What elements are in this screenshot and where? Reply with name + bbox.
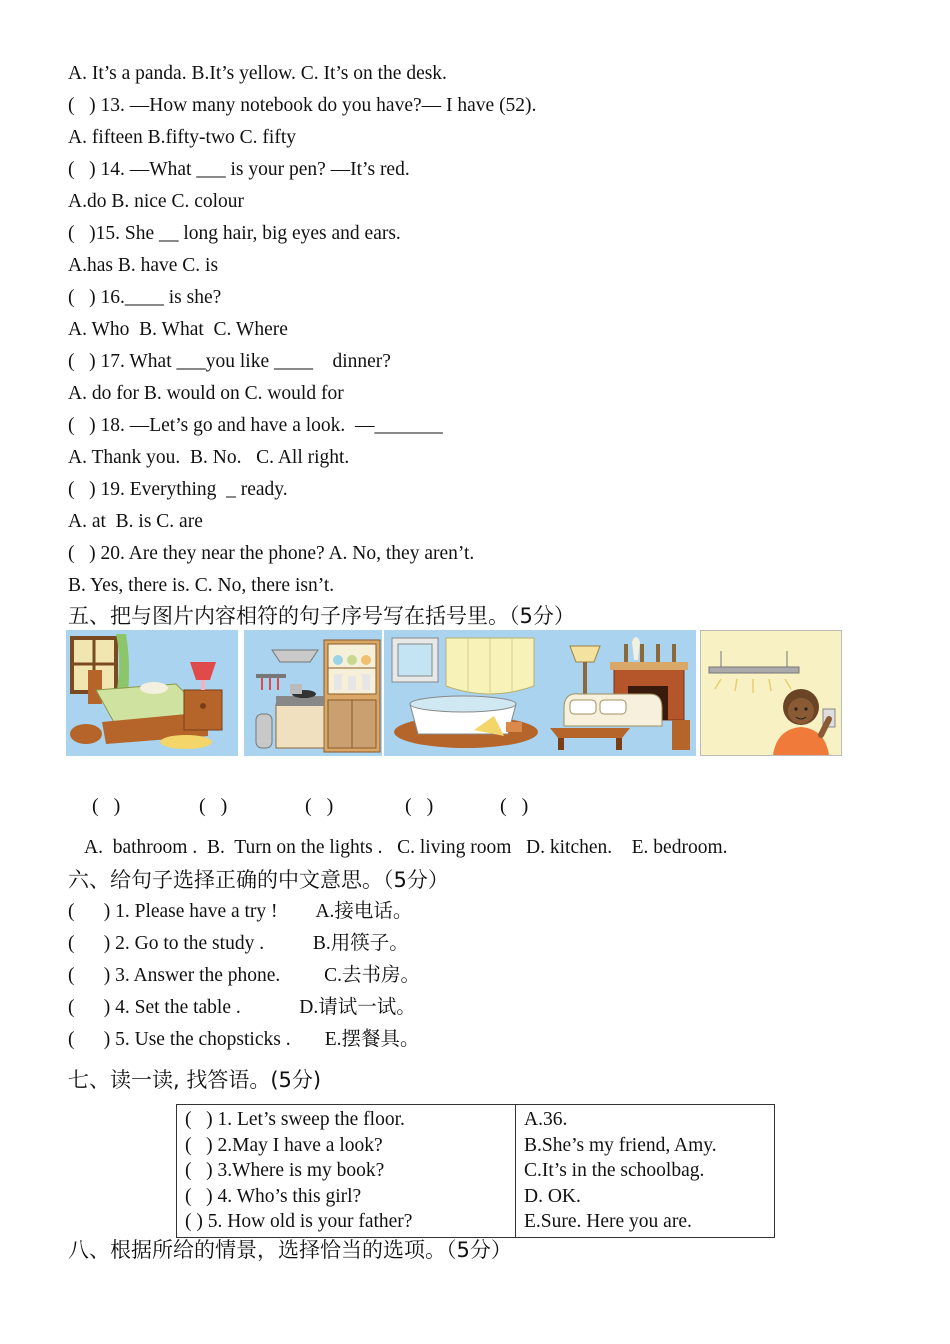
options-18: A. Thank you. B. No. C. All right. — [68, 447, 350, 468]
table-row: B.She’s my friend, Amy. — [524, 1134, 717, 1156]
answers-cell — [516, 1105, 775, 1238]
answer-blank[interactable]: ( ) — [92, 795, 121, 817]
table-row: D. OK. — [524, 1185, 581, 1207]
table-row: A.36. — [524, 1109, 568, 1130]
question-15: ( )15. She __ long hair, big eyes and ears. — [68, 223, 401, 244]
answer-blank[interactable]: ( ) — [199, 795, 228, 817]
living-room-picture — [540, 630, 696, 756]
section-5-heading: 五、把与图片内容相符的句子序号写在括号里。（5分） — [68, 604, 575, 628]
list-item: ( ) 4. Set the table . D.请试一试。 — [68, 997, 416, 1018]
section-5-options: A. bathroom . B. Turn on the lights . C. living room D. kitchen. E. bedroom. — [84, 837, 728, 858]
bedroom-picture — [66, 630, 238, 756]
table-row: E.Sure. Here you are. — [524, 1211, 692, 1233]
text-line: A. It’s a panda. B.It’s yellow. C. It’s on the desk. — [68, 63, 447, 84]
list-item: ( ) 2. Go to the study . B.用筷子。 — [68, 933, 409, 954]
section-8-heading: 八、根据所给的情景，选择恰当的选项。（5分） — [68, 1238, 512, 1262]
question-14: ( ) 14. —What ___ is your pen? —It’s red. — [68, 159, 410, 180]
options-20: B. Yes, there is. C. No, there isn’t. — [68, 575, 335, 596]
matching-table — [176, 1104, 775, 1238]
list-item: ( ) 5. Use the chopsticks . E.摆餐具。 — [68, 1029, 420, 1050]
table-row: ( ) 3.Where is my book? — [185, 1160, 385, 1182]
table-row: ( ) 5. How old is your father? — [185, 1211, 413, 1233]
section-7-heading: 七、读一读, 找答语。(5分) — [68, 1068, 322, 1092]
lights-picture — [700, 630, 842, 756]
bathroom-picture — [384, 630, 540, 756]
question-18: ( ) 18. —Let’s go and have a look. —_______ — [68, 415, 443, 436]
section-6-heading: 六、给句子选择正确的中文意思。（5分） — [68, 868, 449, 892]
list-item: ( ) 3. Answer the phone. C.去书房。 — [68, 965, 421, 986]
table-row: ( ) 4. Who’s this girl? — [185, 1185, 362, 1207]
options-14: A.do B. nice C. colour — [68, 191, 245, 212]
question-13: ( ) 13. —How many notebook do you have?— I have (52). — [68, 95, 537, 116]
question-16: ( ) 16.____ is she? — [68, 287, 222, 308]
kitchen-picture — [244, 630, 382, 756]
answer-blank[interactable]: ( ) — [305, 795, 334, 817]
table-row: C.It’s in the schoolbag. — [524, 1160, 705, 1182]
answer-blank[interactable]: ( ) — [500, 795, 529, 817]
options-13: A. fifteen B.fifty-two C. fifty — [68, 127, 296, 148]
questions-cell — [177, 1105, 516, 1238]
question-20: ( ) 20. Are they near the phone? A. No, they aren’t. — [68, 543, 475, 564]
options-15: A.has B. have C. is — [68, 255, 219, 276]
answer-blank[interactable]: ( ) — [405, 795, 434, 817]
table-row: ( ) 2.May I have a look? — [185, 1134, 383, 1156]
picture-strip — [66, 630, 842, 758]
options-16: A. Who B. What C. Where — [68, 319, 288, 340]
options-17: A. do for B. would on C. would for — [68, 383, 344, 404]
table-row: ( ) 1. Let’s sweep the floor. — [185, 1109, 405, 1130]
options-19: A. at B. is C. are — [68, 511, 203, 532]
list-item: ( ) 1. Please have a try ! A.接电话。 — [68, 901, 413, 922]
question-17: ( ) 17. What ___you like ____ dinner? — [68, 351, 391, 372]
question-19: ( ) 19. Everything _ ready. — [68, 479, 288, 500]
